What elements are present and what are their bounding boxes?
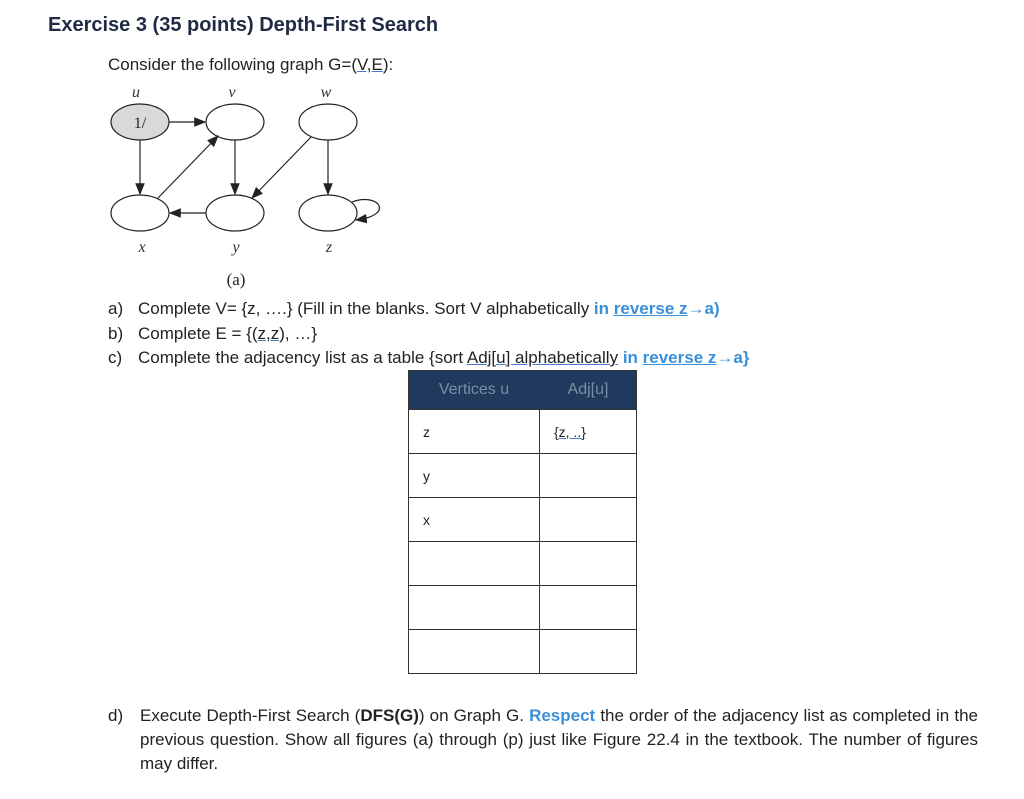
cell-vertex[interactable]: z: [409, 410, 540, 454]
question-a-end: a): [704, 299, 720, 318]
question-d-t1: Execute Depth-First Search (: [140, 706, 361, 725]
question-d-t3: the order of the adjacency list as completed in the previous question. Show all figures (a) through (p) just like Figure 22.4 in the textbook. The number of figures may differ.: [140, 706, 978, 773]
question-d-bold: DFS(G): [360, 706, 419, 725]
label-z: z: [325, 239, 333, 256]
figure-caption: (a): [226, 270, 246, 289]
cell-adj[interactable]: [540, 586, 637, 630]
cell-adj[interactable]: [540, 542, 637, 586]
label-v: v: [228, 84, 236, 101]
table-row: [409, 542, 637, 586]
table-row: [409, 498, 637, 542]
intro-ve: V,E: [357, 55, 383, 74]
header-adj: Adj[u]: [540, 371, 637, 410]
cell-vertex[interactable]: [409, 586, 540, 630]
vertex-y: [206, 195, 264, 231]
label-u: u: [132, 84, 140, 101]
cell-vertex[interactable]: y: [409, 454, 540, 498]
question-b-zz: z,z: [257, 324, 280, 343]
cell-adj[interactable]: [540, 630, 637, 674]
cell-adj[interactable]: [540, 498, 637, 542]
question-a-text: Complete V= {z, ….} (Fill in the blanks. Sort V alphabetically: [138, 299, 594, 318]
question-c-end: a}: [733, 348, 750, 367]
question-b-text: Complete E = {(: [138, 324, 258, 343]
table-row: [409, 630, 637, 674]
question-d-letter: d): [108, 706, 124, 725]
vertex-z: [299, 195, 357, 231]
label-y: y: [232, 239, 240, 256]
table-header-row: [409, 371, 637, 410]
cell-adj[interactable]: [540, 410, 637, 454]
label-x: x: [138, 239, 146, 256]
vertex-u-time: 1/: [133, 115, 147, 132]
question-b-letter: b): [108, 324, 124, 343]
cell-adj-text: {z, ..}: [554, 423, 586, 440]
question-b-end: ), …}: [279, 324, 318, 343]
graph-figure: [100, 80, 400, 290]
cell-vertex[interactable]: [409, 542, 540, 586]
question-d-t2: ) on Graph G.: [418, 706, 530, 725]
intro-prefix: Consider the following graph G=(: [108, 55, 357, 74]
question-a-in: in: [593, 299, 610, 318]
vertex-w: [299, 104, 357, 140]
question-c-text: Complete the adjacency list as a table {sort: [138, 348, 467, 367]
table-row: [409, 454, 637, 498]
question-c: [108, 348, 749, 368]
adjacency-table: [408, 370, 637, 674]
cell-adj[interactable]: [540, 454, 637, 498]
question-a-letter: a): [108, 299, 124, 318]
question-c-letter: c): [108, 348, 123, 367]
table-row: [409, 410, 637, 454]
question-c-arrow: →: [716, 348, 734, 367]
cell-vertex[interactable]: x: [409, 498, 540, 542]
question-a-reverse: reverse z: [613, 299, 688, 318]
question-c-in: in: [622, 348, 638, 367]
cell-vertex[interactable]: [409, 630, 540, 674]
edge-x-v: [158, 136, 218, 198]
exercise-title: Exercise 3 (35 points) Depth-First Search: [48, 14, 439, 36]
intro-text: [108, 55, 393, 75]
question-a: [108, 299, 720, 319]
question-a-arrow: →: [687, 299, 705, 318]
header-vertices: Vertices u: [409, 371, 540, 410]
vertex-x: [111, 195, 169, 231]
table-row: [409, 586, 637, 630]
edge-w-y: [252, 137, 311, 198]
question-c-reverse: reverse z: [642, 348, 717, 367]
label-w: w: [320, 84, 332, 101]
question-b: [108, 324, 317, 344]
intro-suffix: ):: [382, 55, 394, 74]
question-d-body: [140, 704, 978, 776]
question-d-respect: Respect: [529, 706, 596, 725]
question-c-adj: Adj[u] alphabetically: [466, 348, 619, 367]
question-d: [108, 704, 978, 773]
vertex-v: [206, 104, 264, 140]
